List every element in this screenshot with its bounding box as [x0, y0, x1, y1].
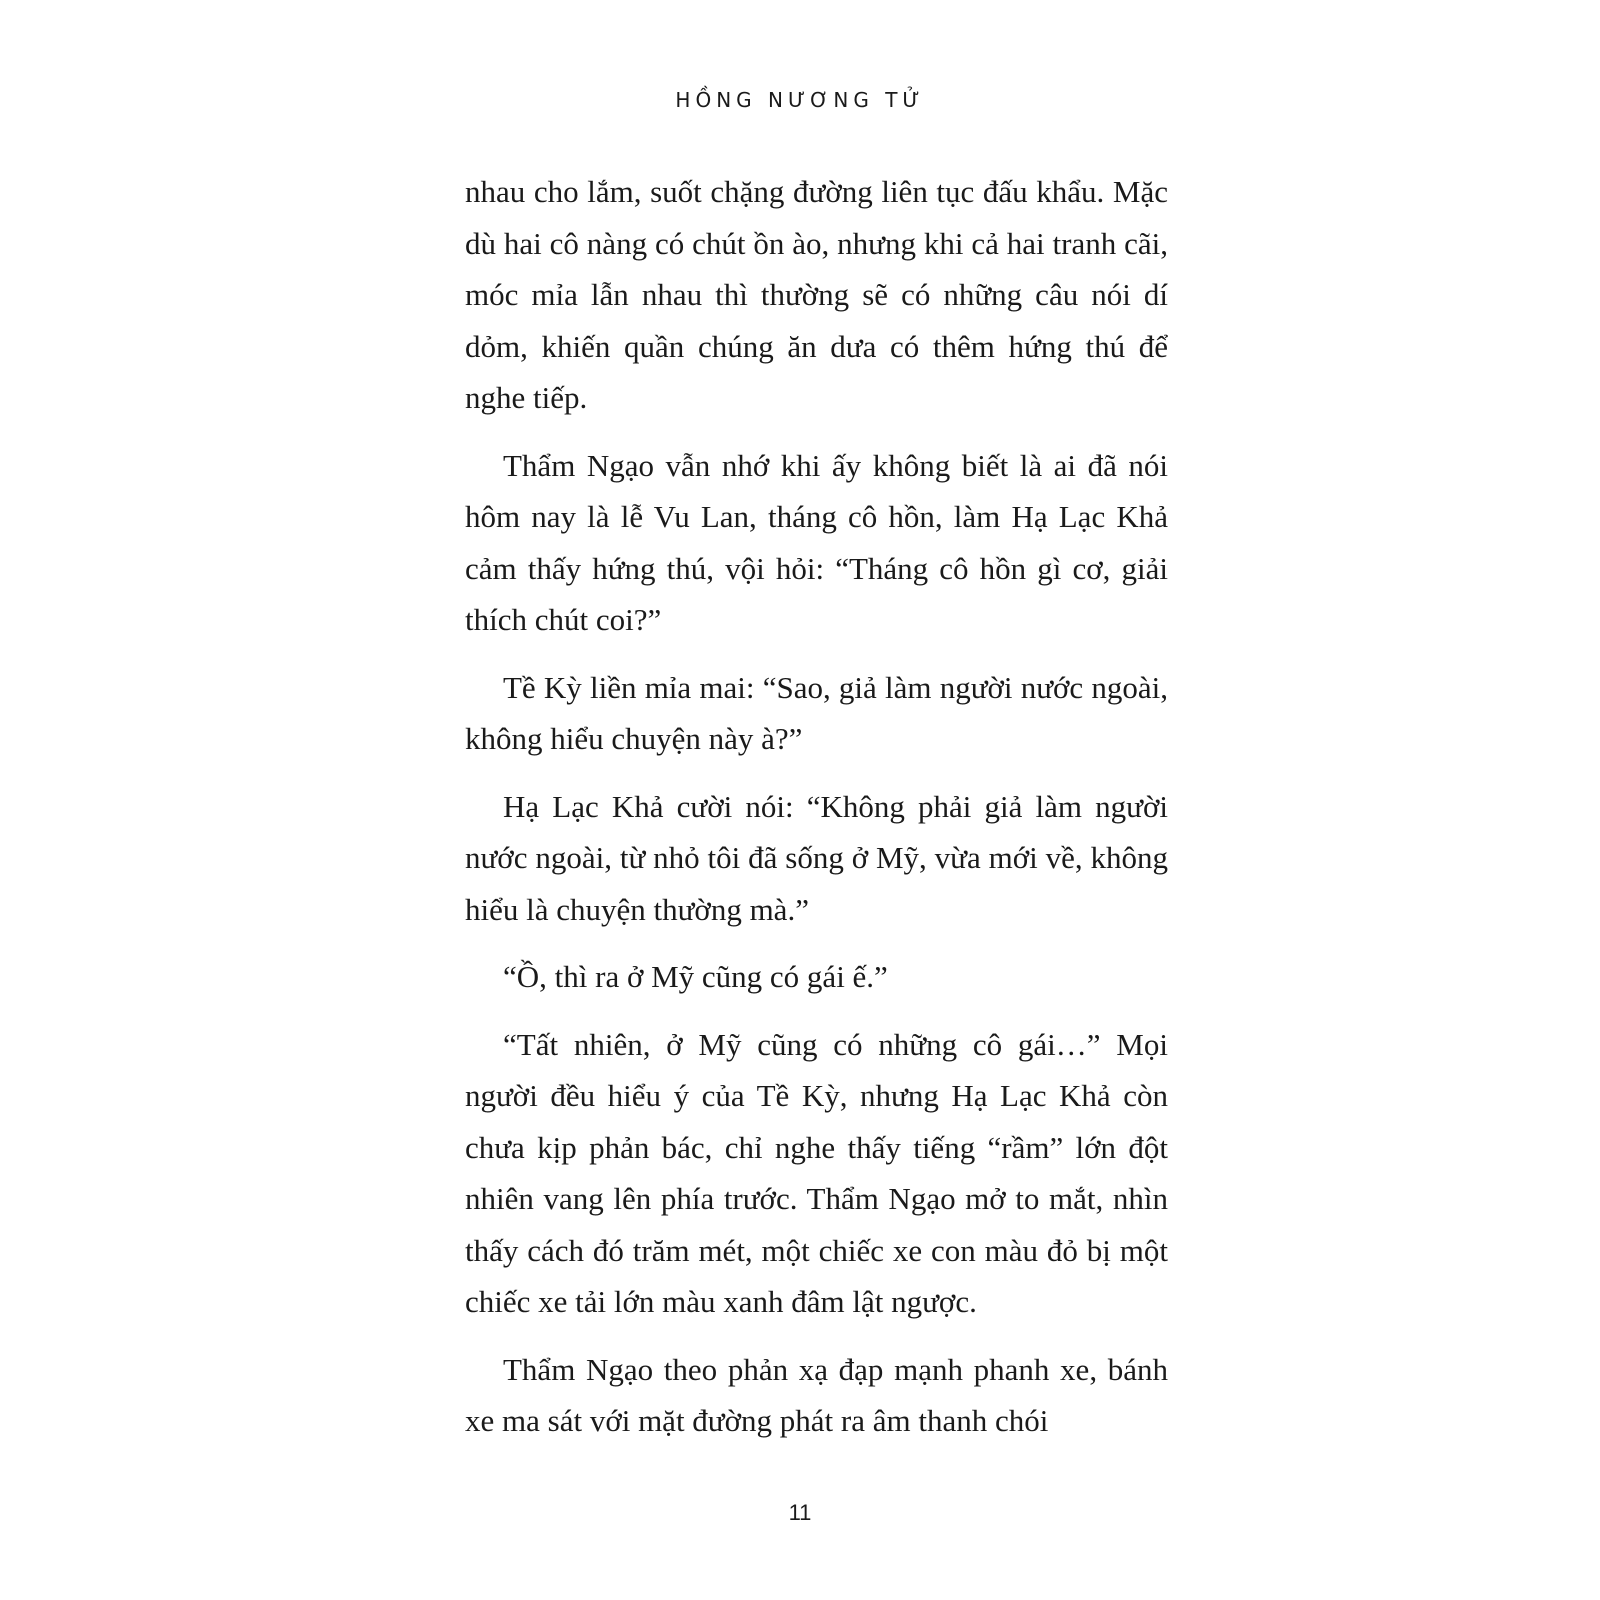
page-number: 11 — [788, 1500, 812, 1525]
paragraph: “Ồ, thì ra ở Mỹ cũng có gái ế.” — [503, 959, 888, 994]
paragraph: Hạ Lạc Khả cười nói: “Không phải giả làm người nước ngoài, từ nhỏ tôi đã sống ở Mỹ, vừa mới về, không hiểu là chuyện thường mà.” — [465, 788, 1168, 927]
paragraph: “Tất nhiên, ở Mỹ cũng có những cô gái…” Mọi người đều hiểu ý của Tề Kỳ, nhưng Hạ Lạc Khả còn chưa kịp phản bác, chỉ nghe thấy tiếng “rầm” lớn đột nhiên vang lên phía trước. Thẩm Ngạo mở to mắt, nhìn thấy cách đó trăm mét, một chiếc xe con màu đỏ bị một chiếc xe tải lớn màu xanh đâm lật ngược. — [465, 1026, 1168, 1319]
paragraph-continuation: nhau cho lắm, suốt chặng đường liên tục đấu khẩu. Mặc dù hai cô nàng có chút ồn ào, nhưng khi cả hai tranh cãi, móc mỉa lẫn nhau thì thường sẽ có những câu nói dí dỏm, khiến quần chúng ăn dưa có thêm hứng thú để nghe tiếp. — [465, 174, 1168, 415]
body-text — [465, 166, 1168, 1463]
paragraph: Thẩm Ngạo vẫn nhớ khi ấy không biết là ai đã nói hôm nay là lễ Vu Lan, tháng cô hồn, làm Hạ Lạc Khả cảm thấy hứng thú, vội hỏi: “Tháng cô hồn gì cơ, giải thích chút coi?” — [465, 447, 1168, 637]
paragraph: Tề Kỳ liền mỉa mai: “Sao, giả làm người nước ngoài, không hiểu chuyện này à?” — [465, 669, 1168, 756]
running-header-title: HỒNG NƯƠNG TỬ — [675, 88, 925, 112]
paragraph: Thẩm Ngạo theo phản xạ đạp mạnh phanh xe, bánh xe ma sát với mặt đường phát ra âm thanh chói — [465, 1351, 1168, 1438]
